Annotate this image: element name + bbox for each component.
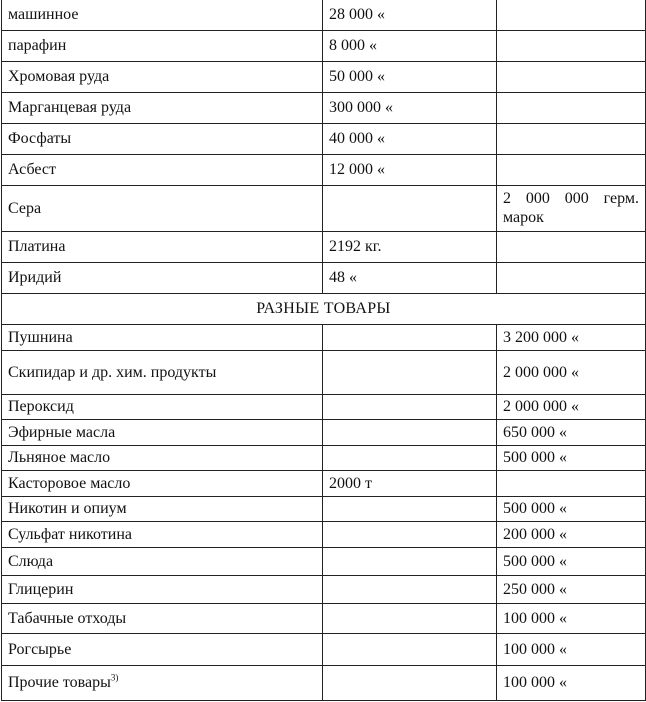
table-row [2, 394, 646, 419]
table-row [2, 665, 646, 700]
goods-name: Глицерин [8, 580, 74, 598]
goods-name-cell [2, 521, 323, 547]
value-cell: 3 200 000 « [497, 324, 646, 350]
value-cell [497, 61, 646, 92]
goods-name-cell [2, 92, 323, 123]
goods-name: Иридий [8, 269, 62, 286]
table-row [2, 92, 646, 123]
goods-name: Рогсырье [8, 640, 72, 658]
value-cell [497, 154, 646, 185]
goods-name-cell [2, 154, 323, 185]
goods-name-cell [2, 633, 323, 665]
table-row [2, 0, 646, 30]
goods-name-cell [2, 123, 323, 154]
goods-name-cell [2, 419, 323, 445]
table-row [2, 575, 646, 603]
value-cell: 100 000 « [497, 665, 646, 700]
quantity-cell [323, 445, 497, 470]
value-cell: 500 000 « [497, 547, 646, 575]
quantity-cell [323, 575, 497, 603]
quantity-cell [323, 633, 497, 665]
goods-name-cell [2, 547, 323, 575]
section-header-row [2, 293, 646, 324]
goods-name-cell [2, 262, 323, 293]
goods-name-cell [2, 0, 323, 30]
goods-name: Сера [8, 199, 42, 217]
quantity-cell [323, 496, 497, 521]
section-title: РАЗНЫЕ ТОВАРЫ [2, 293, 646, 324]
table-row [2, 231, 646, 262]
quantity-cell: 28 000 « [323, 0, 497, 30]
value-cell: 500 000 « [497, 496, 646, 521]
value-cell [497, 123, 646, 154]
goods-name: Марганцевая руда [8, 99, 132, 116]
goods-name-cell [2, 61, 323, 92]
value-cell [497, 0, 646, 30]
quantity-cell [323, 521, 497, 547]
goods-name-cell [2, 470, 323, 496]
goods-name: Прочие товары [8, 674, 111, 691]
quantity-cell: 2192 кг. [323, 231, 497, 262]
table-row [2, 262, 646, 293]
quantity-cell [323, 419, 497, 445]
quantity-cell: 8 000 « [323, 30, 497, 61]
value-cell: 2 000 000 « [497, 350, 646, 394]
goods-name-cell [2, 445, 323, 470]
goods-name: машинное [8, 6, 79, 24]
goods-table [1, 0, 646, 701]
goods-name-cell [2, 30, 323, 61]
quantity-cell: 12 000 « [323, 154, 497, 185]
value-cell: 200 000 « [497, 521, 646, 547]
goods-name-cell [2, 575, 323, 603]
table-row [2, 419, 646, 445]
goods-name: Льняное масло [8, 449, 111, 466]
value-cell: 2 000 000 « [497, 394, 646, 419]
table-row [2, 154, 646, 185]
table-row [2, 185, 646, 231]
table-row [2, 603, 646, 633]
goods-name-cell [2, 394, 323, 419]
table-row [2, 547, 646, 575]
quantity-cell [323, 665, 497, 700]
table-row [2, 470, 646, 496]
goods-name-cell [2, 185, 323, 231]
goods-name: парафин [8, 37, 67, 54]
goods-name-cell [2, 496, 323, 521]
quantity-cell: 48 « [323, 262, 497, 293]
value-cell [497, 231, 646, 262]
quantity-cell: 50 000 « [323, 61, 497, 92]
value-cell: 650 000 « [497, 419, 646, 445]
goods-name-cell [2, 231, 323, 262]
value-cell: 2 000 000 герм. марок [497, 185, 646, 231]
table-row [2, 61, 646, 92]
quantity-cell: 300 000 « [323, 92, 497, 123]
table-row [2, 350, 646, 394]
goods-name: Табачные отходы [8, 609, 127, 627]
table-row [2, 123, 646, 154]
goods-name-cell [2, 603, 323, 633]
footnote-marker: 3) [110, 672, 119, 683]
goods-name-cell [2, 324, 323, 350]
quantity-cell [323, 603, 497, 633]
goods-table-body [2, 0, 646, 700]
value-cell: 100 000 « [497, 633, 646, 665]
quantity-cell [323, 324, 497, 350]
goods-name: Платина [8, 238, 66, 255]
table-row [2, 324, 646, 350]
goods-name: Асбест [8, 161, 56, 178]
goods-name: Сульфат никотина [8, 525, 132, 543]
goods-name: Пушнина [8, 328, 73, 346]
table-row [2, 445, 646, 470]
goods-name: Фосфаты [8, 130, 72, 147]
quantity-cell: 2000 т [323, 470, 497, 496]
table-row [2, 521, 646, 547]
table-row [2, 496, 646, 521]
goods-name-cell [2, 350, 323, 394]
value-cell [497, 92, 646, 123]
goods-name: Скипидар и др. хим. продукты [8, 363, 217, 381]
value-cell [497, 470, 646, 496]
quantity-cell: 40 000 « [323, 123, 497, 154]
goods-name: Хромовая руда [8, 68, 110, 85]
goods-name: Слюда [8, 552, 54, 570]
goods-name: Никотин и опиум [8, 500, 127, 517]
value-cell: 250 000 « [497, 575, 646, 603]
table-row [2, 633, 646, 665]
table-row [2, 30, 646, 61]
value-cell: 500 000 « [497, 445, 646, 470]
goods-name: Эфирные масла [8, 423, 116, 441]
quantity-cell [323, 185, 497, 231]
quantity-cell [323, 547, 497, 575]
value-cell [497, 262, 646, 293]
quantity-cell [323, 350, 497, 394]
quantity-cell [323, 394, 497, 419]
goods-name: Касторовое масло [8, 474, 131, 492]
goods-name-cell [2, 665, 323, 700]
value-cell [497, 30, 646, 61]
value-cell: 100 000 « [497, 603, 646, 633]
goods-name: Пероксид [8, 398, 74, 415]
